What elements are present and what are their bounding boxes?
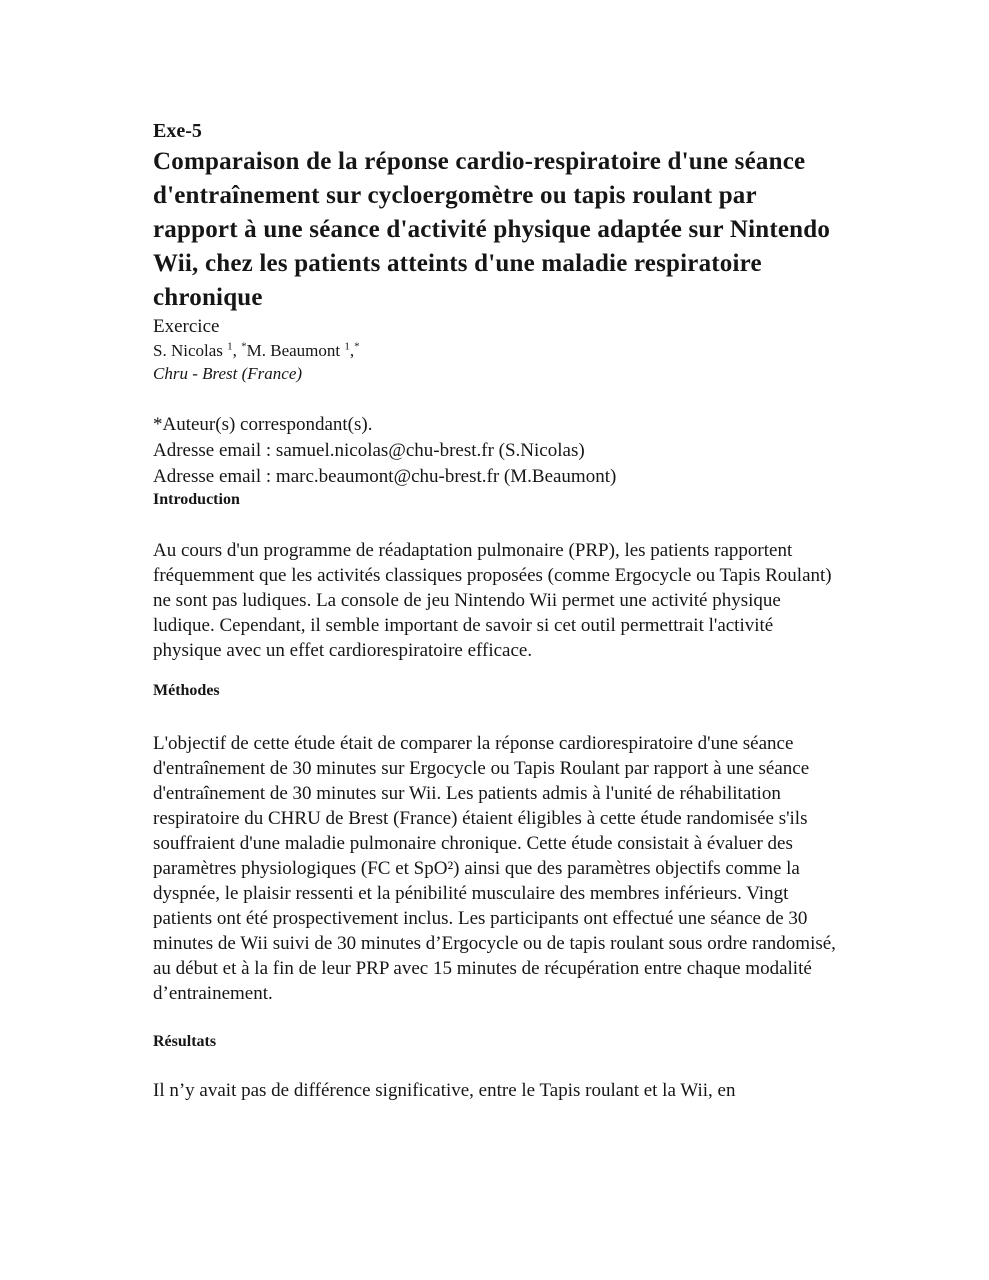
section-heading: Introduction	[153, 491, 240, 508]
section-body: Il n’y avait pas de différence significative, entre le Tapis roulant et la Wii, en	[153, 1080, 736, 1101]
section-introduction	[153, 490, 845, 663]
correspondence-block	[153, 412, 845, 490]
section-methodes	[153, 681, 845, 1006]
email-line: Adresse email : samuel.nicolas@chu-brest.fr (S.Nicolas)	[153, 440, 585, 461]
section-heading: Résultats	[153, 1033, 217, 1050]
section-body: Au cours d'un programme de réadaptation pulmonaire (PRP), les patients rapportent fréquemment que les activités classiques proposées (comme Ergocycle ou Tapis Roulant) ne sont pas ludiques. La console de jeu Nintendo Wii permet une activité physique ludique. Cependant, il semble important de savoir si cet outil permettrait l'activité physique avec un effet cardiorespiratoire efficace.	[153, 540, 832, 661]
author-superscript: 1	[227, 340, 233, 353]
affiliation: Chru - Brest (France)	[153, 364, 303, 383]
email-line: Adresse email : marc.beaumont@chu-brest.fr (M.Beaumont)	[153, 466, 617, 487]
author-superscript: 1	[344, 340, 350, 353]
author-separator: ,	[349, 341, 355, 360]
author-name: S. Nicolas	[153, 341, 228, 360]
abstract-content	[153, 118, 845, 1103]
author-superscript: *	[354, 340, 360, 353]
abstract-code: Exe-5	[153, 120, 202, 142]
section-resultats	[153, 1032, 845, 1103]
abstract-title: Comparaison de la réponse cardio-respiratoire d'une séance d'entraînement sur cycloergomètre ou tapis roulant par rapport à une séance d'activité physique adaptée sur Nintendo Wii, chez les patients atteints d'une maladie respiratoire chronique	[153, 148, 831, 311]
author-separator: ,	[232, 341, 242, 360]
author-superscript: *	[241, 340, 247, 353]
section-body: L'objectif de cette étude était de comparer la réponse cardiorespiratoire d'une séance d'entraînement de 30 minutes sur Ergocycle ou Tapis Roulant par rapport à une séance d'entraînement de 30 minutes sur Wii. Les patients admis à l'unité de réhabilitation respiratoire du CHRU de Brest (France) étaient éligibles à cette étude randomisée s'ils souffraient d'une maladie pulmonaire chronique. Cette étude consistait à évaluer des paramètres physiologiques (FC et SpO²) ainsi que des paramètres objectifs comme la dyspnée, le plaisir ressenti et la pénibilité musculaire des membres inférieurs. Vingt patients ont été prospectivement inclus. Les participants ont effectué une séance de 30 minutes de Wii suivi de 30 minutes d’Ergocycle ou de tapis roulant sous ordre randomisé, au début et à la fin de leur PRP avec 15 minutes de récupération entre chaque modalité d’entrainement.	[153, 733, 836, 1004]
abstract-category: Exercice	[153, 316, 220, 337]
section-heading: Méthodes	[153, 682, 220, 699]
author-name: M. Beaumont	[246, 341, 345, 360]
author-line	[153, 339, 845, 363]
correspondent-note: *Auteur(s) correspondant(s).	[153, 414, 373, 435]
